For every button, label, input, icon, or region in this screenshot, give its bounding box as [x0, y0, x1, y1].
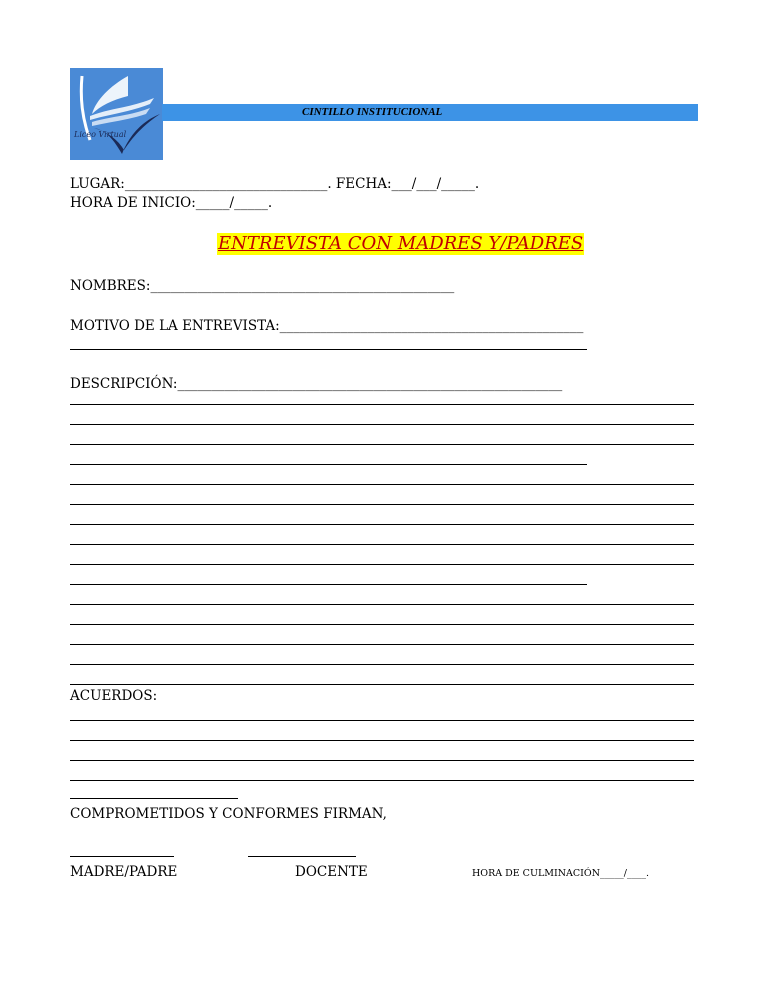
description-blank-line[interactable]	[70, 404, 694, 405]
parent-signature-line[interactable]	[70, 856, 174, 857]
description-blank-line[interactable]	[70, 464, 587, 465]
book-logo-icon	[70, 68, 163, 160]
description-blank-line[interactable]	[70, 444, 694, 445]
teacher-signature-label: DOCENTE	[295, 864, 368, 880]
description-blank-line[interactable]	[70, 624, 694, 625]
description-blank-line[interactable]	[70, 484, 694, 485]
names-field[interactable]: NOMBRES:_____________________________________________	[70, 278, 455, 294]
agreements-blank-line[interactable]	[70, 740, 694, 741]
form-title: ENTREVISTA CON MADRES Y/PADRES	[218, 233, 584, 254]
agreements-blank-line[interactable]	[70, 798, 238, 799]
reason-blank-line[interactable]	[70, 349, 587, 350]
description-blank-line[interactable]	[70, 544, 694, 545]
description-blank-line[interactable]	[70, 684, 694, 685]
description-blank-line[interactable]	[70, 564, 694, 565]
agreements-blank-line[interactable]	[70, 720, 694, 721]
description-blank-line[interactable]	[70, 644, 694, 645]
place-date-field[interactable]: LUGAR:______________________________. FECHA:___/___/_____.	[70, 176, 480, 192]
teacher-signature-line[interactable]	[248, 856, 356, 857]
description-blank-line[interactable]	[70, 524, 694, 525]
agreements-blank-line[interactable]	[70, 760, 694, 761]
description-blank-line[interactable]	[70, 584, 587, 585]
description-field[interactable]: DESCRIPCIÓN:_________________________________________________________	[70, 376, 563, 392]
reason-field[interactable]: MOTIVO DE LA ENTREVISTA:_____________________________________________	[70, 318, 584, 334]
end-time-field[interactable]: HORA DE CULMINACIÓN_____/____.	[472, 868, 650, 879]
banner-text: CINTILLO INSTITUCIONAL	[302, 106, 443, 118]
start-time-field[interactable]: HORA DE INICIO:_____/_____.	[70, 195, 273, 211]
logo-text: Liceo Virtual	[74, 130, 127, 139]
institution-logo	[70, 68, 163, 160]
description-blank-line[interactable]	[70, 504, 694, 505]
description-blank-line[interactable]	[70, 664, 694, 665]
signature-statement: COMPROMETIDOS Y CONFORMES FIRMAN,	[70, 806, 387, 822]
agreements-label: ACUERDOS:	[70, 688, 158, 704]
description-blank-line[interactable]	[70, 424, 694, 425]
agreements-blank-line[interactable]	[70, 780, 694, 781]
description-blank-line[interactable]	[70, 604, 694, 605]
institutional-banner	[162, 104, 698, 121]
parent-signature-label: MADRE/PADRE	[70, 864, 178, 880]
